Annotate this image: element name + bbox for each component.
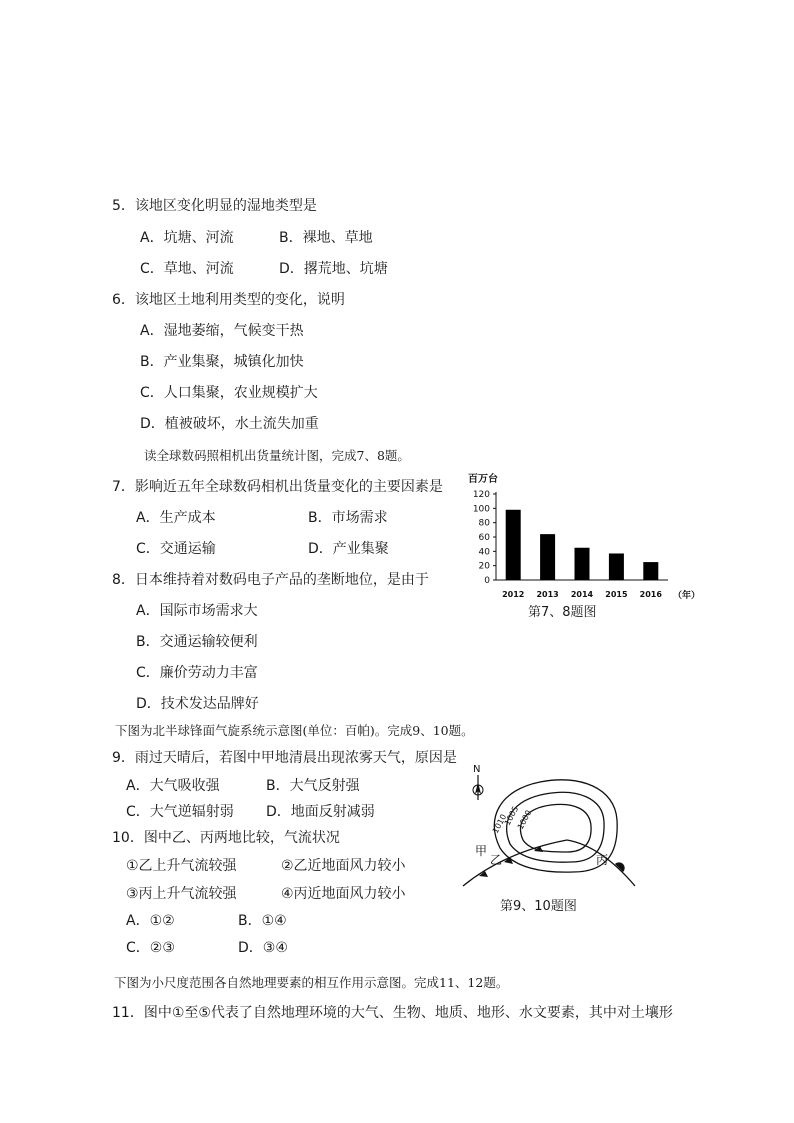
y-tick-label: 60 (478, 533, 490, 543)
q10-option-b: B．①④ (238, 913, 287, 929)
q5-option-c: C．草地、河流 (140, 261, 234, 277)
q8-option-d: D．技术发达品牌好 (136, 696, 259, 712)
x-tick-label: 2012 (502, 590, 525, 599)
bar-2016 (643, 562, 658, 580)
q10-statement-4: ④丙近地面风力较小 (281, 886, 406, 902)
x-tick-label: 2016 (639, 590, 662, 599)
q10-stem: 10．图中乙、丙两地比较，气流状况 (112, 830, 340, 846)
q9-option-a: A．大气吸收强 (126, 778, 220, 794)
q8-option-a: A．国际市场需求大 (136, 603, 258, 619)
bar-2013 (540, 534, 555, 580)
y-tick-label: 40 (478, 547, 490, 558)
y-tick-label: 100 (472, 504, 490, 515)
q10-statement-1: ①乙上升气流较强 (126, 858, 237, 874)
north-label: N (473, 764, 481, 775)
label-bing: 丙 (596, 853, 609, 867)
q10-statement-2: ②乙近地面风力较小 (281, 858, 406, 874)
q5-option-d: D．撂荒地、坑塘 (279, 261, 388, 277)
q6-option-b: B．产业集聚，城镇化加快 (140, 354, 304, 370)
x-tick-label: 2013 (536, 590, 559, 599)
q5-stem: 5．该地区变化明显的湿地类型是 (112, 198, 317, 214)
bar-2012 (506, 510, 521, 580)
q7-stem: 7．影响近五年全球数码相机出货量变化的主要因素是 (112, 479, 443, 495)
isobar-label-1005: 1005 (502, 804, 521, 827)
q6-option-a: A．湿地萎缩，气候变干热 (140, 323, 304, 339)
cyclone-isobar-diagram (455, 760, 655, 890)
north-arrow-icon (473, 764, 483, 800)
q10-option-a: A．①② (126, 913, 175, 929)
q7-option-b: B．市场需求 (308, 510, 388, 526)
label-jia: 甲 (475, 844, 488, 858)
q8-option-c: C．廉价劳动力丰富 (136, 665, 258, 681)
shipment-bar-chart (458, 472, 718, 622)
isobar-label-1000: 1000 (515, 808, 534, 831)
q9-stem: 9．雨过天晴后，若图中甲地清晨出现浓雾天气，原因是 (112, 750, 457, 766)
q9-option-d: D．地面反射减弱 (266, 804, 375, 820)
q10-option-c: C．②③ (126, 940, 175, 956)
diagram-caption: 第9、10题图 (500, 899, 577, 914)
isobar-1000 (521, 804, 592, 852)
q8-option-b: B．交通运输较便利 (136, 634, 258, 650)
q5-option-b: B．裸地、草地 (279, 230, 373, 246)
intro-9-10: 下图为北半球锋面气旋系统示意图(单位：百帕)。完成9、10题。 (115, 723, 474, 738)
q7-option-a: A．生产成本 (136, 510, 216, 526)
y-axis-unit-label: 百万台 (468, 474, 498, 485)
bar-2014 (575, 548, 590, 580)
y-tick-label: 20 (478, 561, 490, 572)
q10-statement-3: ③丙上升气流较强 (126, 886, 237, 902)
x-tick-label: 2014 (570, 590, 594, 599)
isobar-label-1010: 1010 (490, 812, 509, 835)
q8-stem: 8．日本维持着对数码电子产品的垄断地位，是由于 (112, 572, 429, 588)
q7-option-d: D．产业集聚 (308, 541, 389, 557)
q9-option-b: B．大气反射强 (266, 778, 360, 794)
bar-2015 (609, 553, 624, 580)
y-tick-label: 120 (472, 490, 490, 500)
q7-option-c: C．交通运输 (136, 541, 216, 557)
q6-stem: 6．该地区土地利用类型的变化，说明 (112, 292, 345, 308)
intro-11-12: 下图为小尺度范围各自然地理要素的相互作用示意图。完成11、12题。 (114, 975, 509, 990)
x-tick-label: 2015 (605, 590, 628, 599)
q6-option-d: D．植被破坏，水土流失加重 (140, 416, 319, 432)
q11-stem: 11．图中①至⑤代表了自然地理环境的大气、生物、地质、地形、水文要素，其中对土壤形 (112, 1005, 673, 1021)
q9-option-c: C．大气逆辐射弱 (126, 804, 234, 820)
label-yi: 乙 (490, 853, 503, 867)
y-tick-label: 0 (484, 576, 490, 586)
q5-option-a: A．坑塘、河流 (140, 230, 234, 246)
x-axis-unit-label: （年） (673, 591, 701, 601)
y-tick-label: 80 (478, 518, 490, 529)
intro-7-8: 读全球数码照相机出货量统计图，完成7、8题。 (144, 448, 410, 463)
q6-option-c: C．人口集聚，农业规模扩大 (140, 385, 318, 401)
q10-option-d: D．③④ (238, 940, 288, 956)
chart-caption: 第7、8题图 (528, 605, 597, 620)
